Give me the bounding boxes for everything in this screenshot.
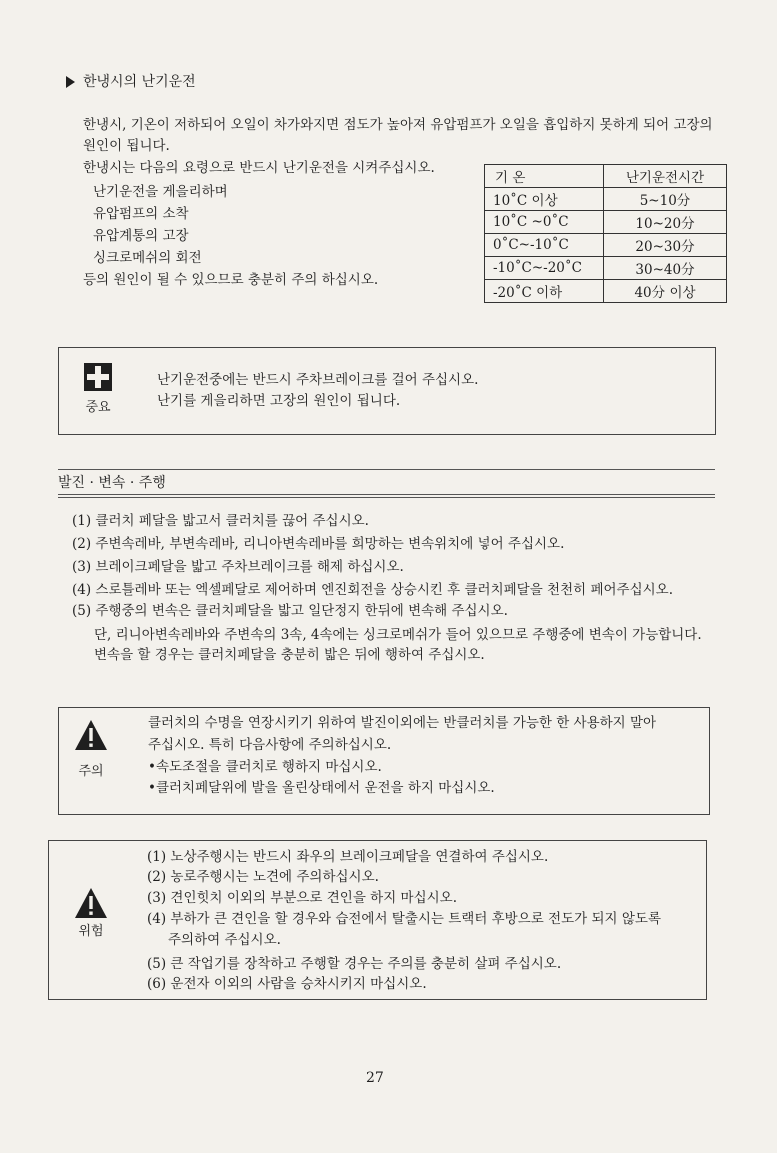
important-line1: 난기운전중에는 반드시 주차브레이크를 걸어 주십시오. bbox=[157, 372, 479, 388]
danger-item-continued: 주의하여 주십시오. bbox=[168, 932, 281, 948]
table-cell: 10˚C 이상 bbox=[485, 188, 604, 211]
table-row bbox=[485, 257, 727, 280]
cold-para1-line1: 한냉시, 기온이 저하되어 오일이 차가와지면 점도가 높아져 유압펌프가 오일을 흡입하지 못하게 되어 고장의 bbox=[83, 117, 713, 133]
driving-step: (5) 주행중의 변속은 클러치페달을 밟고 일단정지 한뒤에 변속해 주십시오. bbox=[72, 603, 508, 619]
table-cell: 10~20分 bbox=[604, 211, 727, 234]
section-heading-cold-start: 한냉시의 난기운전 bbox=[83, 74, 196, 90]
cold-item: 유압계통의 고장 bbox=[93, 228, 189, 244]
cold-item: 싱크로메쉬의 회전 bbox=[93, 250, 202, 266]
danger-item: (6) 운전자 이외의 사람을 승차시키지 마십시오. bbox=[147, 976, 427, 992]
important-label: 중요 bbox=[85, 400, 111, 415]
warmup-time-table bbox=[484, 164, 727, 303]
cold-item: 난기운전을 게을리하며 bbox=[93, 184, 228, 200]
section-divider bbox=[58, 497, 715, 498]
important-line2: 난기를 게을리하면 고장의 원인이 됩니다. bbox=[157, 393, 401, 409]
first-aid-cross-icon bbox=[84, 363, 112, 391]
driving-note-line2: 변속을 할 경우는 클러치페달을 충분히 밟은 뒤에 행하여 주십시오. bbox=[94, 647, 485, 663]
cold-item: 유압펌프의 소착 bbox=[93, 206, 189, 222]
table-row bbox=[485, 188, 727, 211]
table-header-cell: 난기운전시간 bbox=[604, 165, 727, 188]
driving-step: (2) 주변속레바, 부변속레바, 리니아변속레바를 희망하는 변속위치에 넣어 주십시오. bbox=[72, 536, 565, 552]
heading-arrow-icon bbox=[66, 76, 75, 88]
table-row bbox=[485, 211, 727, 234]
caution-label: 주의 bbox=[78, 764, 104, 779]
table-cell: 10˚C ~0˚C bbox=[485, 211, 604, 234]
table-cell: 30~40分 bbox=[604, 257, 727, 280]
caution-line2: 주십시오. 특히 다음사항에 주의하십시오. bbox=[148, 737, 392, 753]
cold-para1-line2: 원인이 됩니다. bbox=[83, 138, 170, 154]
driving-step: (1) 클러치 페달을 밟고서 클러치를 끊어 주십시오. bbox=[72, 513, 369, 529]
cold-closing: 등의 원인이 될 수 있으므로 충분히 주의 하십시오. bbox=[83, 272, 379, 288]
danger-item: (5) 큰 작업기를 장착하고 주행할 경우는 주의를 충분히 살펴 주십시오. bbox=[147, 956, 562, 972]
table-cell: 0˚C~-10˚C bbox=[485, 234, 604, 257]
table-cell: -10˚C~-20˚C bbox=[485, 257, 604, 280]
section-divider bbox=[58, 494, 715, 495]
danger-item: (1) 노상주행시는 반드시 좌우의 브레이크페달을 연결하여 주십시오. bbox=[147, 849, 549, 865]
warning-triangle-icon bbox=[73, 718, 109, 752]
section-divider bbox=[58, 469, 715, 470]
driving-step: (4) 스로틀레바 또는 엑셀페달로 제어하며 엔진회전을 상승시킨 후 클러치페달을 천천히 페어주십시오. bbox=[72, 582, 674, 598]
table-row bbox=[485, 280, 727, 303]
danger-label: 위험 bbox=[78, 924, 104, 939]
caution-bullet: •클러치페달위에 발을 올린상태에서 운전을 하지 마십시오. bbox=[148, 780, 495, 796]
table-header-row bbox=[485, 165, 727, 188]
caution-line1: 클러치의 수명을 연장시키기 위하여 발진이외에는 반클러치를 가능한 한 사용하지 말아 bbox=[148, 715, 657, 731]
page-number: 27 bbox=[366, 1070, 384, 1086]
table-cell: 20~30分 bbox=[604, 234, 727, 257]
caution-bullet: •속도조절을 클러치로 행하지 마십시오. bbox=[148, 759, 382, 775]
table-cell: 5~10分 bbox=[604, 188, 727, 211]
driving-note-line1: 단, 리니아변속레바와 주변속의 3속, 4속에는 싱크로메쉬가 들어 있으므로 주행중에 변속이 가능합니다. bbox=[94, 627, 702, 643]
warning-triangle-icon bbox=[73, 886, 109, 920]
driving-step: (3) 브레이크페달을 밟고 주차브레이크를 해제 하십시오. bbox=[72, 559, 404, 575]
cold-para2: 한냉시는 다음의 요령으로 반드시 난기운전을 시켜주십시오. bbox=[83, 160, 435, 176]
danger-item: (3) 견인힛치 이외의 부분으로 견인을 하지 마십시오. bbox=[147, 890, 457, 906]
table-cell: 40分 이상 bbox=[604, 280, 727, 303]
danger-item: (2) 농로주행시는 노견에 주의하십시오. bbox=[147, 869, 379, 885]
danger-item: (4) 부하가 큰 견인을 할 경우와 습전에서 탈출시는 트랙터 후방으로 전도가 되지 않도록 bbox=[147, 911, 662, 927]
table-header-cell: 기 온 bbox=[485, 165, 604, 188]
table-cell: -20˚C 이하 bbox=[485, 280, 604, 303]
section-heading-start-shift-drive: 발진 · 변속 · 주행 bbox=[58, 475, 166, 491]
table-row bbox=[485, 234, 727, 257]
